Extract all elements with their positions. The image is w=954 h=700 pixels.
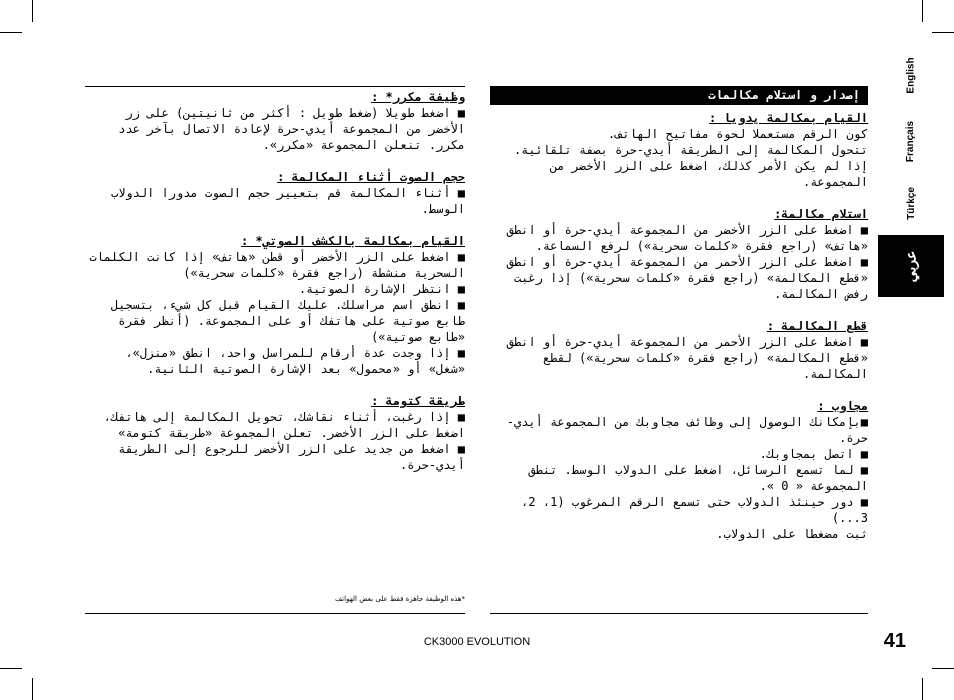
paragraph: ■ اضغط على الزر الأحمر من المجموعة أيدي-حرة أو انطق «قطع المكالمة» (راجع فقرة «كلمات سحرية») إذا رغبت رفض المكالمة.	[506, 255, 868, 301]
footer-title: CK3000 EVOLUTION	[423, 636, 531, 648]
paragraph: ثبت مضغطا على الدولاب.	[716, 527, 868, 541]
tab-francais-label: Français	[905, 120, 917, 162]
paragraph: كون الرقم مستعملا لحوة مفاتيح الهاتف.	[607, 127, 868, 141]
left-column	[85, 89, 465, 473]
tab-turkce[interactable]	[878, 180, 944, 226]
section-heading: القيام بمكالمة يدويا :	[709, 111, 868, 125]
paragraph: ■ انطق اسم مراسلك. عليك القيام قبل كل شيء، بتسجيل طابع صوتية على هاتفك أو على المجموعة. (أنظر فقرة «طابع صوتية»)	[110, 298, 465, 344]
paragraph: ■ اضغط على الزر الأخضر أو قطن «هاتف» إذا كانت الكلمات السحرية منشطة (راجع فقرة «كلمات سحرية»)	[89, 250, 465, 280]
bottom-rule-right	[490, 613, 868, 614]
spacer	[85, 153, 465, 169]
crop-mark-tl-v	[32, 0, 33, 22]
tab-english[interactable]	[878, 50, 944, 100]
spacer	[85, 217, 465, 233]
spacer	[85, 377, 465, 393]
paragraph: ■ أثناء المكالمة قم بتعيير حجم الصوت مدورا الدولاب الوسط.	[110, 186, 465, 216]
tab-arabic[interactable]	[878, 235, 944, 297]
spacer	[490, 302, 868, 318]
section-heading: قطع المكالمة :	[766, 319, 868, 333]
crop-mark-tr-v	[922, 0, 923, 22]
crop-mark-br-h	[932, 668, 954, 669]
crop-mark-tl-h	[0, 32, 22, 33]
paragraph: ■ اضغط طويلا (ضغط طويل : أكثر من ثانيتين) على زر الأخضر من المجموعة أيدي-حرة لإعادة الاتصال بآخر عدد مكرر. تنعلن المجموعة «مكرر».	[118, 106, 465, 152]
section-banner: إصدار و استلام مكالمات	[490, 86, 868, 105]
tab-english-label: English	[905, 56, 917, 94]
section-heading: طريقة كتومة :	[371, 394, 465, 408]
crop-mark-bl-v	[32, 678, 33, 700]
paragraph: ■ لما تسمع الرسائل، اضغط على الدولاب الوسط. تنطق المجموعة « 0 ».	[528, 463, 868, 493]
paragraph: ■ اتصل بمجاوبك.	[759, 447, 868, 461]
paragraph: ■ اضغط على الزر الأخضر من المجموعة أيدي-حرة أو انطق «هاتف» (راجع فقرة «كلمات سحرية») لرفع السماعة.	[506, 223, 868, 253]
footnote: *هذه الوظيفة جاهزة فقط على بعض الهواتف	[334, 595, 465, 603]
paragraph: ■ إذا وجدت عدة أرقام للمراسل واحد، انطق «منزل»، «شغل» أو «محمول» بعد الإشارة الصوتية الثانية.	[125, 346, 465, 376]
paragraph: ■ إذا رغبت، أثناء نقاشك، تحويل المكالمة إلى هاتفك، اضغط على الزر الأخضر. تعلن المجموعة «طريقة كتومة»	[103, 410, 465, 440]
paragraph: ■ اضغط على الزر الأحمر من المجموعة أيدي-حرة أو انطق «قطع المكالمة» (راجع فقرة «كلمات سحرية») لقطع المكالمة.	[506, 335, 868, 381]
spacer	[490, 190, 868, 206]
section-heading: القيام بمكالمة بالكشف الصوتي* :	[241, 234, 465, 248]
crop-mark-br-v	[922, 678, 923, 700]
page-number: 41	[883, 630, 906, 652]
section-heading: استلام مكالمة:	[774, 207, 868, 221]
tab-arabic-label: عربي	[902, 250, 919, 282]
crop-mark-tr-h	[932, 32, 954, 33]
section-heading: وظيفة مكرر* :	[371, 90, 465, 104]
paragraph: تتحول المكالمة إلى الطريقة أيدي-حرة بصفة تلقائية. إذا لم يكن الأمر كذلك، اضغط على الزر الأخضر من المجموعة.	[513, 143, 868, 189]
paragraph: ■بإمكانك الوصول إلى وظائف مجاوبك من المجموعة أيدي-حرة.	[506, 415, 868, 445]
top-rule-left	[85, 86, 465, 87]
section-heading: حجم الصوت أثناء المكالمة :	[277, 170, 465, 184]
section-heading: مجاوب :	[817, 399, 868, 413]
paragraph: ■ انتظر الإشارة الصوتية.	[298, 282, 465, 296]
bottom-rule-left	[85, 613, 465, 614]
crop-mark-bl-h	[0, 668, 22, 669]
paragraph: ■ دور حينئذ الدولاب حتى تسمع الرقم المرغوب (1، 2، 3...)	[521, 495, 868, 525]
spacer	[490, 382, 868, 398]
right-column	[490, 110, 868, 542]
tab-turkce-label: Türkçe	[905, 186, 917, 220]
tab-francais[interactable]	[878, 112, 944, 170]
paragraph: ■ اضغط من جديد على الزر الأخضر للرجوع إلى الطريقة أيدي-حرة.	[118, 442, 465, 472]
